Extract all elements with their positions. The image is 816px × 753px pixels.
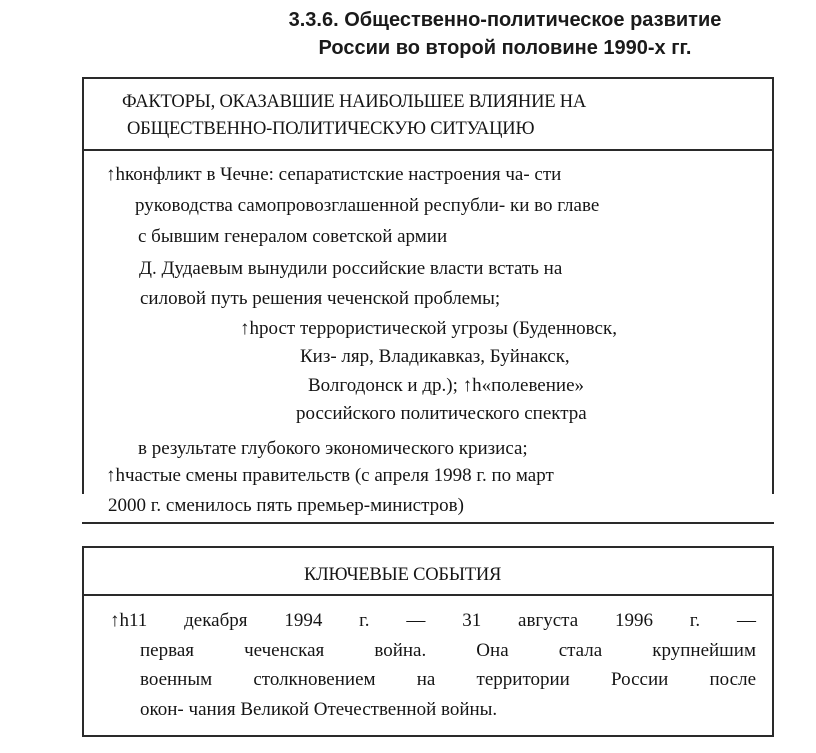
factors-line: 2000 г. сменилось пять премьер-министров) bbox=[108, 495, 464, 516]
factors-line: ↑hрост террористической угрозы (Буденновск, bbox=[240, 318, 617, 339]
factors-right-border bbox=[772, 77, 774, 494]
factors-line: российского политического спектра bbox=[296, 403, 587, 424]
section-title-line-1: 3.3.6. Общественно-политическое развитие bbox=[288, 9, 722, 31]
factors-line: ↑hчастые смены правительств (с апреля 1998 г. по март bbox=[106, 465, 554, 486]
events-line: военным столкновением на территории России после bbox=[140, 669, 756, 690]
factors-line: руководства самопровозглашенной республи- ки во главе bbox=[135, 195, 600, 216]
events-line: окон- чания Великой Отечественной войны. bbox=[140, 699, 498, 720]
events-line: ↑h11 декабря 1994 г. — 31 августа 1996 г. — bbox=[110, 610, 756, 631]
factors-line: Д. Дудаевым вынудили российские власти встать на bbox=[139, 258, 563, 279]
factors-top-border bbox=[82, 77, 774, 79]
events-line: первая чеченская война. Она стала крупнейшим bbox=[140, 640, 756, 661]
factors-line: с бывшим генералом советской армии bbox=[138, 226, 448, 247]
section-title-line-2: России во второй половине 1990-х гг. bbox=[318, 37, 692, 59]
events-top-border bbox=[82, 546, 774, 548]
events-right-border bbox=[772, 546, 774, 737]
factors-line: Волгодонск и др.); ↑h«полевение» bbox=[308, 375, 585, 396]
factors-header-line-2: ОБЩЕСТВЕННО-ПОЛИТИЧЕСКУЮ СИТУАЦИЮ bbox=[127, 119, 535, 139]
factors-bottom-rule bbox=[82, 522, 774, 524]
events-left-border bbox=[82, 546, 84, 737]
factors-header-divider bbox=[82, 149, 774, 151]
factors-line: Киз- ляр, Владикавказ, Буйнакск, bbox=[300, 346, 570, 367]
events-header-divider bbox=[82, 594, 774, 596]
factors-line: в результате глубокого экономического кризиса; bbox=[138, 438, 528, 459]
factors-line: ↑hконфликт в Чечне: сепаратистские настроения ча- сти bbox=[106, 164, 562, 185]
events-bottom-border bbox=[82, 735, 774, 737]
factors-line: силовой путь решения чеченской проблемы; bbox=[140, 288, 501, 309]
factors-left-border bbox=[82, 77, 84, 494]
factors-header-line-1: ФАКТОРЫ, ОКАЗАВШИЕ НАИБОЛЬШЕЕ ВЛИЯНИЕ НА bbox=[122, 92, 587, 112]
events-header: КЛЮЧЕВЫЕ СОБЫТИЯ bbox=[304, 565, 502, 585]
